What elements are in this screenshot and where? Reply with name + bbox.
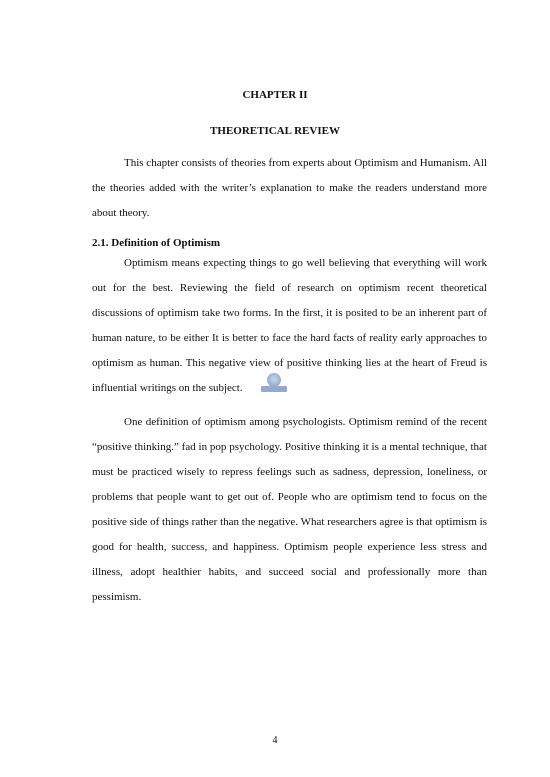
page-number: 4 [272, 735, 278, 746]
seal-band [261, 386, 287, 392]
section-paragraph-2: One definition of optimism among psychologists. Optimism remind of the recent “positive thinking.” fad in pop psychology. Positive thinking it is a mental technique, that must be practiced wisely to repress feelings such as sadness, depression, loneliness, or problems that people want to get out of. People who are optimism tend to focus on the positive side of things rather than the negative. What researchers agree is that optimism is good for health, success, and happiness. Optimism people experience less stress and illness, adopt healthier habits, and succeed social and professionally more than pessimism. [92, 416, 487, 603]
section-heading: 2.1. Definition of Optimism [92, 237, 221, 249]
chapter-title: THEORETICAL REVIEW [210, 125, 340, 137]
intro-paragraph: This chapter consists of theories from experts about Optimism and Humanism. All the theories added with the writer’s explanation to make the readers understand more about theory. [92, 157, 487, 219]
seal-circle [267, 373, 281, 387]
institution-seal-icon [261, 373, 287, 395]
chapter-label: CHAPTER II [242, 89, 308, 101]
section-paragraph-1: Optimism means expecting things to go well believing that everything will work out for the best. Reviewing the field of research on optimism recent theoretical discussions of optimism take two forms. In the first, it is posited to be an inherent part of human nature, to be either It is better to face the hard facts of reality early approaches to optimism as human. This negative view of positive thinking lies at the heart of Freud is influential writings on the subject. [92, 257, 487, 394]
